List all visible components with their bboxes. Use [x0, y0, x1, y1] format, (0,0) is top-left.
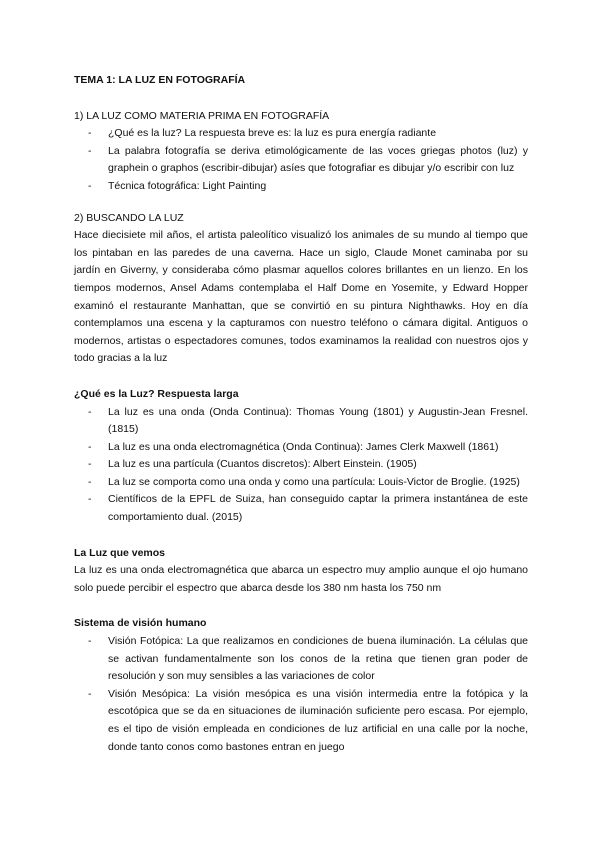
section-1-heading: 1) LA LUZ COMO MATERIA PRIMA EN FOTOGRAFÍA — [74, 109, 330, 122]
list-item: - La luz es una partícula (Cuantos discretos): Albert Einstein. (1905) — [74, 456, 528, 474]
list-item: - Técnica fotográfica: Light Painting — [74, 178, 528, 196]
section-2-paragraph: Hace diecisiete mil años, el artista paleolítico visualizó los animales de su mundo al tiempo que los pintaban en las paredes de una caverna. Hace un siglo, Claude Monet caminaba por su jardín en Giverny, y consideraba cómo plasmar aquellos colores brillantes en un lienzo. En los tiempos modernos, Ansel Adams contemplaba el Half Dome en Yosemite, y Edward Hopper examinó el restaurante Manhattan, que se convirtió en su pintura Nighthawks. Hoy en día contemplamos una escena y la capturamos con nuestro teléfono o cámara digital. Antiguos o modernos, artistas o espectadores comunes, todos examinamos la realidad con nuestros ojos y todo gracias a la luz — [74, 229, 528, 365]
section-5-heading: Sistema de visión humano — [74, 617, 207, 630]
list-item: - ¿Qué es la luz? La respuesta breve es: la luz es pura energía radiante — [74, 125, 528, 143]
list-item: - Científicos de la EPFL de Suiza, han conseguido captar la primera instantánea de este comportamiento dual. (2015) — [74, 491, 528, 526]
section-2-heading: 2) BUSCANDO LA LUZ — [74, 211, 184, 224]
list-item: - La palabra fotografía se deriva etimológicamente de las voces griegas photos (luz) y graphein o graphos (escribir-dibujar) asíes que fotografiar es dibujar y/o escribir con luz — [74, 143, 528, 178]
list-item: - La luz se comporta como una onda y como una partícula: Louis-Victor de Broglie. (1925) — [74, 474, 528, 492]
document-title: TEMA 1: LA LUZ EN FOTOGRAFÍA — [74, 74, 246, 86]
section-5-list — [74, 633, 528, 756]
section-4-heading: La Luz que vemos — [74, 546, 166, 559]
list-item: - La luz es una onda electromagnética (Onda Continua): James Clerk Maxwell (1861) — [74, 439, 528, 457]
document-body — [74, 72, 528, 756]
section-3-heading: ¿Qué es la Luz? Respuesta larga — [74, 387, 239, 400]
section-1-list — [74, 125, 528, 195]
list-item: - Visión Mesópica: La visión mesópica es una visión intermedia entre la fotópica y la escotópica que se da en situaciones de iluminación suficiente pero escasa. Por ejemplo, es el tipo de visión empleada en condiciones de luz artificial en una calle por la noche, donde tanto conos como bastones entran en juego — [74, 686, 528, 756]
section-3-list — [74, 404, 528, 527]
section-4-paragraph: La luz es una onda electromagnética que abarca un espectro muy amplio aunque el ojo humano solo puede percibir el espectro que abarca desde los 380 nm hasta los 750 nm — [74, 564, 528, 594]
list-item: - La luz es una onda (Onda Continua): Thomas Young (1801) y Augustin-Jean Fresnel. (1815) — [74, 404, 528, 439]
list-item: - Visión Fotópica: La que realizamos en condiciones de buena iluminación. La células que se activan fundamentalmente son los conos de la retina que tienen gran poder de resolución y son muy sensibles a las variaciones de color — [74, 633, 528, 686]
